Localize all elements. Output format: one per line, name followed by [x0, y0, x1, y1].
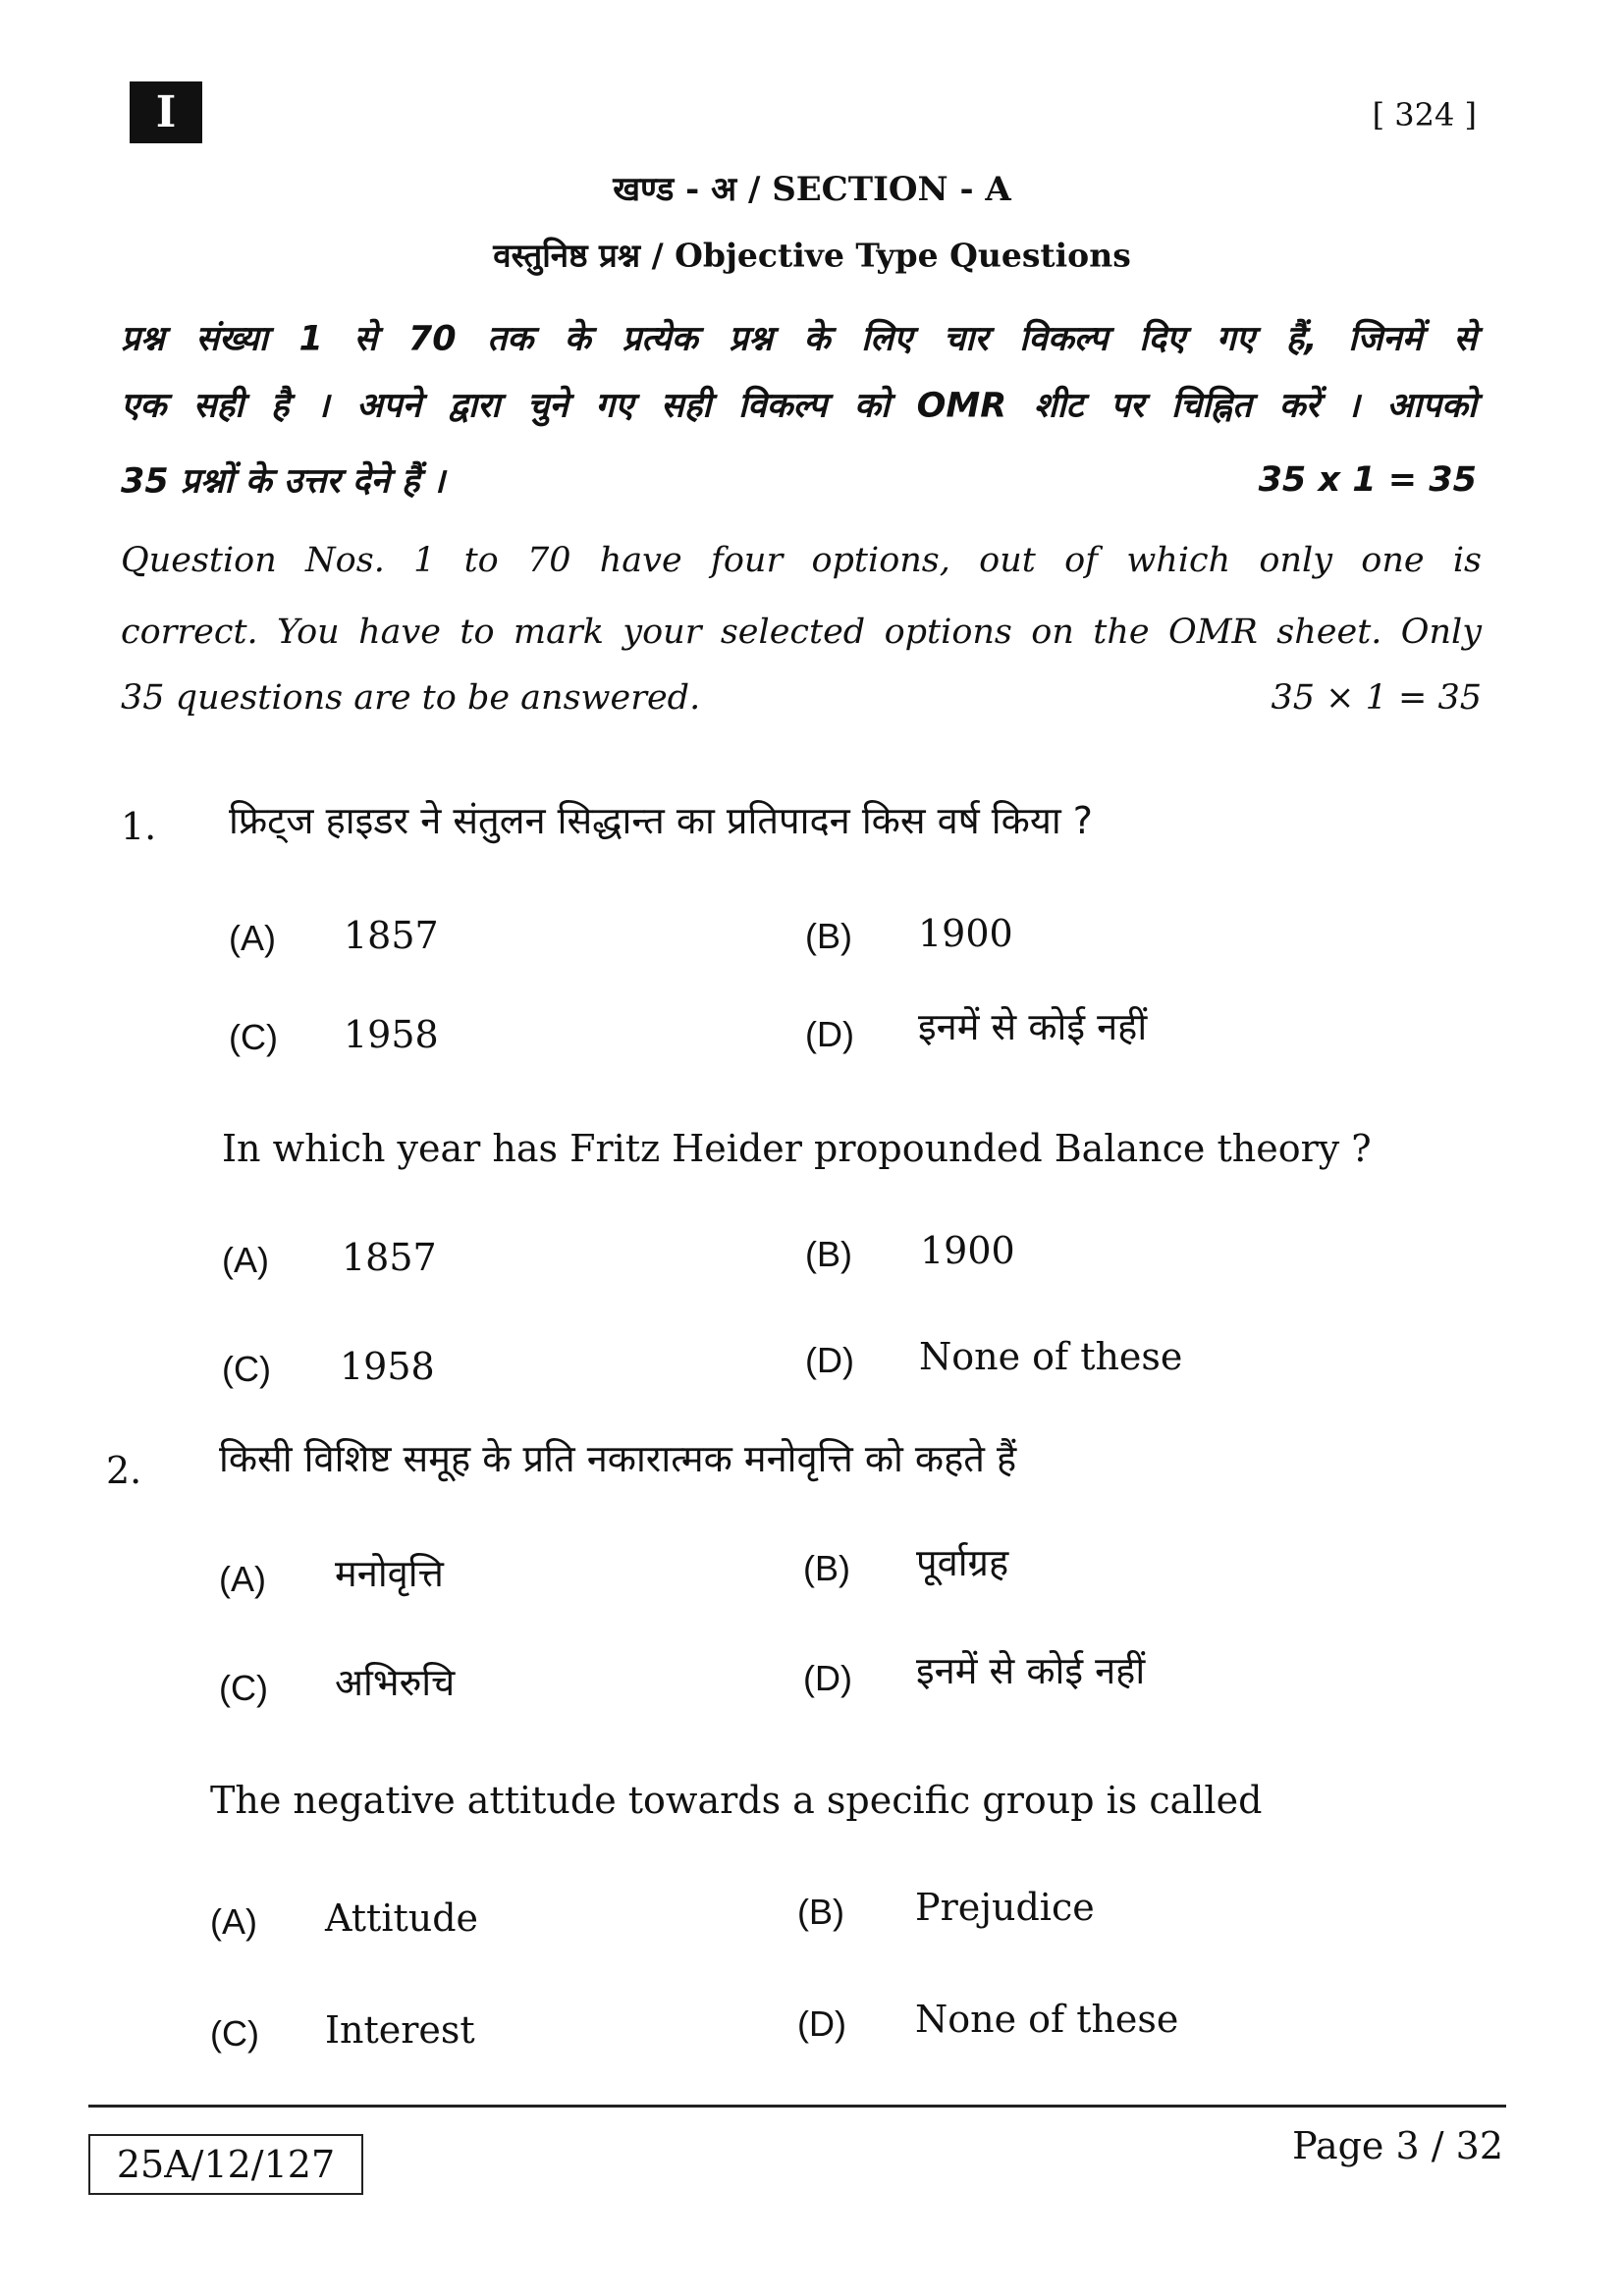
option-text: 1958 [340, 1345, 435, 1388]
hindi-instruction-line: प्रश्न संख्या 1 से 70 तक के प्रत्येक प्रश्न के लिए चार विकल्प दिए गए हैं, जिनमें से [121, 319, 1477, 359]
hindi-instruction-line: एक सही है । अपने द्वारा चुने गए सही विकल्प को OMR शीट पर चिह्नित करें । आपको [121, 386, 1477, 426]
question-text-english: In which year has Fritz Heider propounded Balance theory ? [222, 1127, 1372, 1170]
question-text-hindi: किसी विशिष्ट समूह के प्रति नकारात्मक मनोवृत्ति को कहते हैं [219, 1437, 1017, 1480]
option-label: (C) [229, 1017, 278, 1057]
option-label: (A) [210, 1901, 257, 1942]
option-text: 1900 [920, 1229, 1015, 1272]
question-text-english: The negative attitude towards a specific group is called [210, 1779, 1263, 1822]
hindi-instruction-line: 35 प्रश्नों के उत्तर देने हैं । [121, 461, 445, 502]
option-text: इनमें से कोई नहीं [916, 1649, 1146, 1692]
option-label: (D) [803, 1658, 852, 1698]
option-label: (A) [219, 1559, 266, 1599]
option-text: None of these [919, 1335, 1183, 1378]
set-badge: I [130, 81, 202, 143]
option-label: (C) [210, 2013, 259, 2054]
english-instruction-line: 35 questions are to be answered. [121, 678, 701, 718]
footer-divider [88, 2105, 1506, 2108]
option-text: 1900 [918, 912, 1013, 955]
option-label: (A) [222, 1240, 269, 1280]
option-label: (C) [219, 1668, 268, 1708]
option-text: None of these [915, 1998, 1179, 2041]
option-label: (B) [805, 1234, 852, 1274]
question-number: 1. [121, 805, 157, 848]
english-instruction-line: Question Nos. 1 to 70 have four options, out of which only one is [121, 541, 1482, 580]
option-text: Prejudice [915, 1886, 1095, 1929]
hindi-marks: 35 x 1 = 35 [1258, 460, 1477, 500]
option-text: अभिरुचि [335, 1661, 456, 1704]
option-label: (B) [797, 1892, 844, 1932]
option-text: इनमें से कोई नहीं [918, 1005, 1148, 1048]
option-label: (C) [222, 1349, 271, 1389]
option-text: मनोवृत्ति [335, 1552, 444, 1595]
question-text-hindi: फ्रिट्ज हाइडर ने संतुलन सिद्धान्त का प्रतिपादन किस वर्ष किया ? [229, 799, 1093, 842]
option-text: 1857 [344, 914, 439, 957]
paper-code-box: 25A/12/127 [88, 2134, 363, 2195]
question-number: 2. [106, 1449, 142, 1492]
option-label: (D) [805, 1014, 854, 1054]
option-text: Interest [325, 2008, 475, 2052]
option-label: (D) [805, 1340, 854, 1380]
option-text: पूर्वाग्रह [916, 1541, 1009, 1584]
section-subtitle: वस्तुनिष्ठ प्रश्न / Objective Type Questions [493, 236, 1131, 275]
option-label: (B) [805, 916, 852, 956]
page-number: Page 3 / 32 [1292, 2124, 1503, 2167]
section-heading: खण्ड - अ / SECTION - A [613, 170, 1011, 209]
option-text: 1857 [342, 1236, 437, 1279]
option-text: 1958 [344, 1013, 439, 1056]
paper-number: [ 324 ] [1372, 96, 1477, 133]
english-instruction-line: correct. You have to mark your selected options on the OMR sheet. Only [121, 613, 1482, 652]
option-label: (D) [797, 2003, 846, 2044]
option-text: Attitude [325, 1896, 479, 1940]
option-label: (B) [803, 1548, 850, 1588]
english-marks: 35 × 1 = 35 [1271, 678, 1482, 718]
option-label: (A) [229, 918, 276, 958]
